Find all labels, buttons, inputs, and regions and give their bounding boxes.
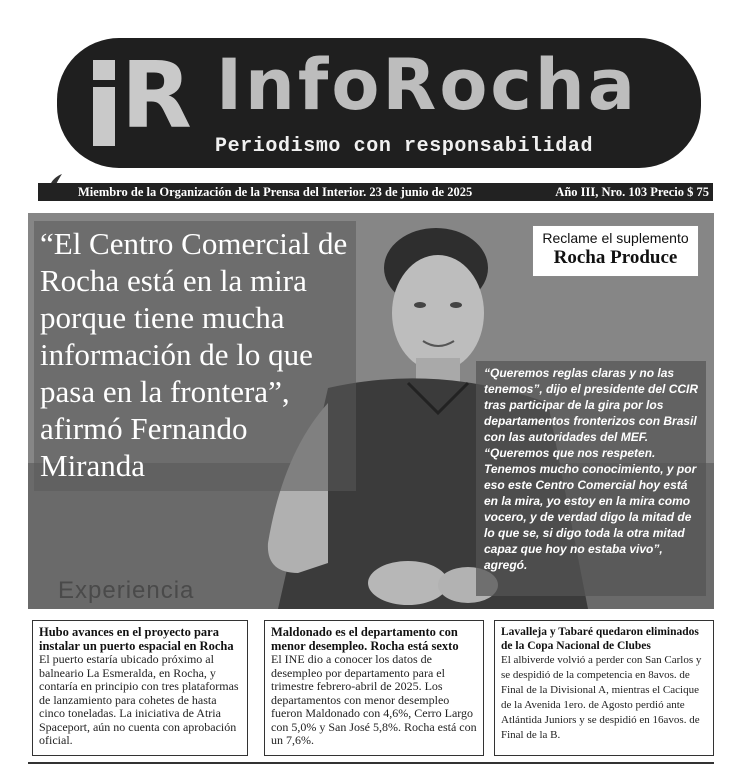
- article-body: El INE dio a conocer los datos de desempleo por departamento para el trimestre febrero-abril de 2025. Los departamentos con menor desempleo fueron Maldonado con 4,6%, Cerro Largo con 5,0% y San José 5,8%. Rocha está con un 7,6%.: [271, 652, 477, 747]
- issue-price: Año III, Nro. 103 Precio $ 75: [555, 185, 709, 199]
- logo-i-stem: [93, 87, 115, 146]
- supplement-title: Rocha Produce: [553, 247, 678, 268]
- article-title[interactable]: Maldonado es el departamento con menor desempleo. Rocha está sexto: [271, 625, 459, 653]
- article-body: El albiverde volvió a perder con San Carlos y se despidió de la competencia en 8avos. de Final de la Divisional A, mientras el Cacique de la Avenida 1ero. de Agosto perdió ante Atlántida Juniors y se despidió en 16avos. de Final de la B.: [501, 654, 702, 741]
- inforocha-logo: [93, 42, 190, 149]
- brand-name: InfoRocha: [216, 44, 638, 126]
- logo-r-letter: R: [121, 42, 190, 149]
- article-title[interactable]: Hubo avances en el proyecto para instalar un puerto espacial en Rocha: [39, 625, 234, 653]
- article-title[interactable]: Lavalleja y Tabaré quedaron eliminados de la Copa Nacional de Clubes: [501, 626, 699, 652]
- tagline: Periodismo con responsabilidad: [215, 135, 594, 158]
- article-space-port[interactable]: [32, 620, 248, 756]
- hero-photo: [28, 213, 714, 609]
- supplement-box[interactable]: [532, 225, 699, 277]
- pull-quote: “Queremos reglas claras y no las tenemos”, dijo el presidente del CCIR tras participar de la gira por los departamentos fronterizos con Brasil con las autoridades del MEF. “Queremos que nos respeten. Tenemos mucho conocimiento, y por eso este Centro Comercial hoy está en la mira, yo estoy en la mira como vocero, y de verdad digo la mitad de lo que se, si digo toda la otra mitad capaz que hoy no estaba vivo”, agregó.: [484, 366, 699, 572]
- main-headline[interactable]: “El Centro Comercial de Rocha está en la mira porque tiene mucha información de lo que pasa en la frontera”, afirmó Fernando Miranda: [40, 226, 348, 483]
- logo-i-dot: [93, 60, 115, 80]
- article-body: El puerto estaría ubicado próximo al balneario La Esmeralda, en Rocha, y contaría en principio con tres plataformas de lanzamiento para cohetes de hasta cinco toneladas. La iniciativa de Atria Spaceport, aún no cuenta con aprobación oficial.: [39, 652, 239, 747]
- background-sign: Experiencia: [58, 577, 195, 604]
- info-bar: [38, 183, 713, 201]
- article-unemployment[interactable]: [264, 620, 484, 756]
- article-copa-nacional[interactable]: [494, 620, 714, 756]
- bottom-divider: [28, 762, 714, 764]
- membership-date: Miembro de la Organización de la Prensa del Interior. 23 de junio de 2025: [78, 185, 473, 199]
- supplement-label: Reclame el suplemento: [542, 230, 689, 246]
